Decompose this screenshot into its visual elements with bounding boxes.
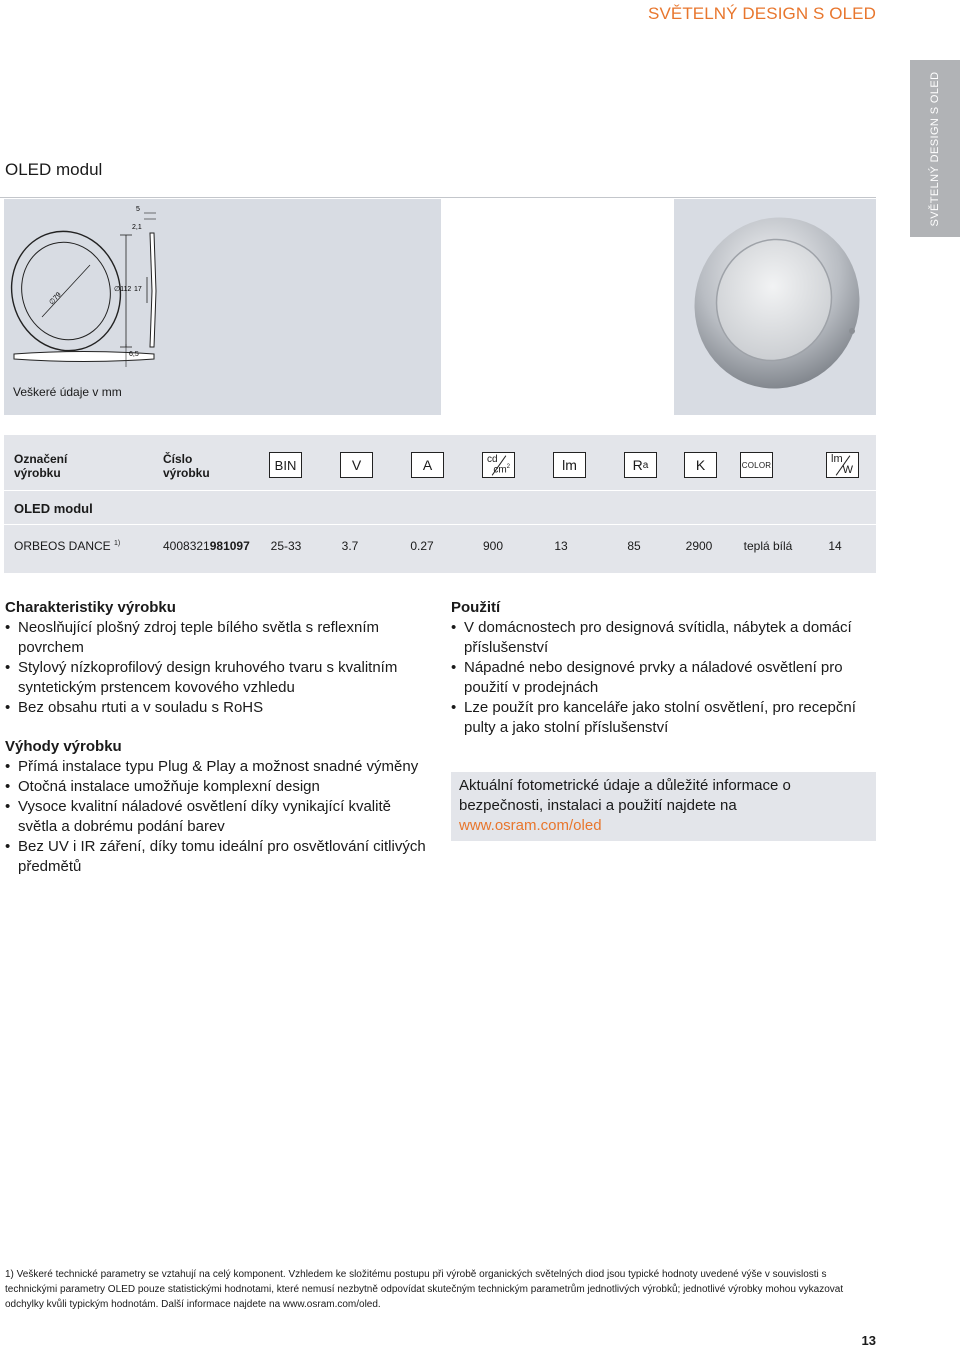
designation-line-2: výrobku	[14, 466, 61, 480]
figure-caption: Veškeré údaje v mm	[13, 385, 122, 399]
bin-symbol-text: BIN	[274, 457, 297, 473]
luminance-symbol	[482, 452, 515, 478]
depth-label: 17	[134, 286, 142, 293]
section-title: OLED modul	[5, 160, 103, 179]
list-item: • V domácnostech pro designová svítidla, nábytek a domácí příslušenství	[451, 618, 876, 658]
usage-heading: Použití	[451, 599, 501, 616]
section-divider	[0, 197, 876, 198]
spec-table	[4, 435, 876, 573]
benefits-list	[5, 757, 430, 877]
list-item: • Lze použít pro kanceláře jako stolní osvětlení, pro recepční pulty a jako stolní příslušenství	[451, 698, 876, 738]
list-item: • Otočná instalace umožňuje komplexní design	[5, 777, 430, 797]
cri-symbol-text: R	[632, 457, 643, 473]
lumen-symbol	[553, 452, 586, 478]
list-item: • Neoslňující plošný zdroj teple bílého světla s reflexním povrchem	[5, 618, 430, 658]
dimension-drawing-panel	[4, 199, 441, 415]
bin-symbol	[269, 452, 302, 478]
color-symbol	[740, 452, 773, 478]
current-symbol	[411, 452, 444, 478]
outer-diameter-label: ∅112	[114, 286, 132, 293]
row-number-prefix: 4008321	[163, 539, 210, 553]
luminance-cm-exp: 2	[506, 463, 510, 470]
row-product-number	[163, 539, 250, 553]
header-title: SVĚTELNÝ DESIGN S OLED	[648, 4, 876, 23]
list-item: • Bez obsahu rtuti a v souladu s RoHS	[5, 698, 430, 718]
list-item: • Vysoce kvalitní náladové osvětlení díky vynikající kvalitě světla a dobrému podání barev	[5, 797, 430, 837]
row-footnote-ref: 1)	[114, 540, 121, 547]
current-symbol-text: A	[422, 457, 433, 473]
number-line-2: výrobku	[163, 466, 210, 480]
row-kelvin: 2900	[685, 539, 713, 553]
list-item: • Bez UV i IR záření, díky tomu ideální pro osvětlování citlivých předmětů	[5, 837, 430, 877]
info-link[interactable]: www.osram.com/oled	[459, 817, 602, 834]
row-color: teplá bílá	[743, 539, 793, 553]
group-row-divider	[4, 524, 876, 525]
right-column	[451, 598, 876, 738]
page-number: 13	[861, 1333, 876, 1348]
luminance-cm	[493, 464, 510, 475]
info-box	[451, 772, 876, 841]
bottom-dim-label: 6,5	[129, 351, 139, 358]
side-tab-label: SVĚTELNÝ DESIGN S OLED	[929, 71, 941, 226]
info-text: Aktuální fotometrické údaje a důležité informace o bezpečnosti, instalaci a použití najdete na	[459, 777, 791, 814]
kelvin-symbol	[684, 452, 717, 478]
list-item: • Přímá instalace typu Plug & Play a možnost snadné výměny	[5, 757, 430, 777]
top-dim-label: 5	[136, 206, 140, 213]
kelvin-symbol-text: K	[695, 457, 706, 473]
row-cri: 85	[627, 539, 641, 553]
lumen-symbol-text: lm	[562, 457, 577, 473]
voltage-symbol	[340, 452, 373, 478]
dimension-drawing	[4, 199, 441, 415]
cri-symbol	[624, 452, 657, 478]
product-image-panel	[674, 199, 876, 415]
usage-list	[451, 618, 876, 738]
row-number-suffix: 981097	[209, 539, 250, 553]
list-item: • Stylový nízkoprofilový design kruhového tvaru s kvalitním syntetickým prstencem kovového vzhledu	[5, 658, 430, 698]
list-item: • Nápadné nebo designové prvky a náladové osvětlení pro použití v prodejnách	[451, 658, 876, 698]
luminance-cm-text: cm	[493, 464, 507, 475]
color-symbol-text: COLOR	[741, 460, 772, 470]
rim-dim-label: 2,1	[132, 224, 142, 231]
column-header-designation	[14, 452, 67, 480]
row-luminance: 900	[482, 539, 504, 553]
row-voltage: 3.7	[341, 539, 359, 553]
characteristics-heading: Charakteristiky výrobku	[5, 599, 176, 616]
row-bin: 25-33	[270, 539, 302, 553]
voltage-symbol-text: V	[351, 457, 362, 473]
number-line-1: Číslo	[163, 452, 193, 466]
row-lumen: 13	[554, 539, 568, 553]
efficacy-w: W	[842, 464, 853, 476]
efficacy-symbol	[826, 452, 859, 478]
row-product-name-text: ORBEOS DANCE	[14, 539, 111, 553]
efficacy-lm: lm	[831, 453, 843, 465]
cri-symbol-sub: a	[642, 459, 649, 471]
product-image	[674, 199, 876, 415]
row-product-name	[14, 539, 120, 553]
header-row-divider	[4, 490, 876, 491]
left-column	[5, 598, 430, 877]
characteristics-list	[5, 618, 430, 718]
group-name: OLED modul	[14, 501, 93, 516]
designation-line-1: Označení	[14, 452, 68, 466]
luminance-cd: cd	[487, 454, 498, 465]
row-current: 0.27	[410, 539, 434, 553]
benefits-heading: Výhody výrobku	[5, 738, 122, 755]
row-efficacy: 14	[828, 539, 842, 553]
side-tab	[910, 60, 960, 237]
inner-diameter-label: ∅79	[48, 291, 63, 307]
column-header-number	[163, 452, 210, 480]
footnote: 1) Veškeré technické parametry se vztahují na celý komponent. Vzhledem ke složitému postupu při výrobě organických světelných diod jsou typické hodnoty uvedené výše v souvislosti s technickými parametry OLED pouze statistickými hodnotami, které nemusí nezbytně odpovídat skutečným technickým parametrům jednotlivých výrobků; jednotlivé výrobky mohou vykazovat odchylky kvůli typickým hodnotám. Další informace najdete na www.osram.com/oled.	[5, 1269, 844, 1310]
